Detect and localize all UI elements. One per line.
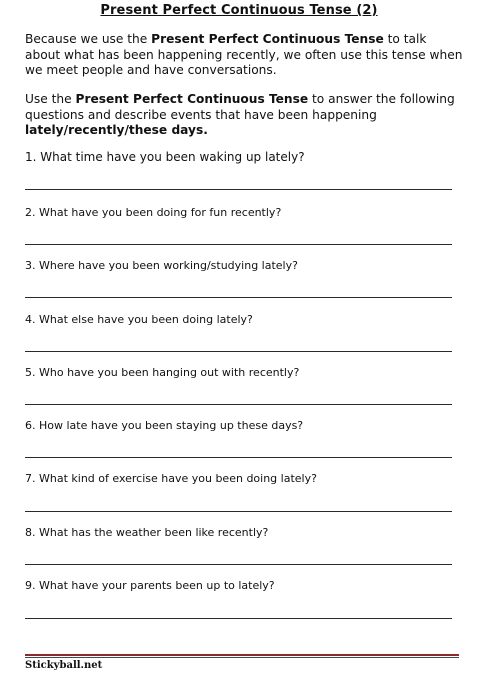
answer-line-6[interactable]: [25, 457, 452, 458]
answer-line-2[interactable]: [25, 244, 452, 245]
question-1: 1. What time have you been waking up lately?: [25, 150, 305, 164]
answer-line-9[interactable]: [25, 618, 452, 619]
footer-rule: [25, 654, 459, 656]
question-4: 4. What else have you been doing lately?: [25, 313, 253, 326]
intro-text-end: to talk about what has been happening recently, we often use this tense when we meet people and have conversations.: [25, 32, 463, 77]
question-6: 6. How late have you been staying up these days?: [25, 419, 304, 432]
question-3: 3. Where have you been working/studying lately?: [25, 259, 298, 272]
question-2: 2. What have you been doing for fun recently?: [25, 206, 282, 219]
answer-line-3[interactable]: [25, 297, 452, 298]
question-9: 9. What have your parents been up to lately?: [25, 579, 275, 592]
answer-line-5[interactable]: [25, 404, 452, 405]
page-title: Present Perfect Continuous Tense (2): [100, 3, 378, 18]
footer-rule-thin: [25, 657, 459, 658]
question-8: 8. What has the weather been like recently?: [25, 526, 269, 539]
instructions-paragraph: [25, 92, 465, 139]
footer-brand: Stickyball.net: [25, 660, 103, 671]
instructions-time-words: lately/recently/these days.: [25, 123, 208, 137]
answer-line-7[interactable]: [25, 511, 452, 512]
answer-line-8[interactable]: [25, 564, 452, 565]
instructions-tense-name: Present Perfect Continuous Tense: [75, 92, 309, 106]
answer-line-1[interactable]: [25, 189, 452, 190]
intro-tense-name: Present Perfect Continuous Tense: [151, 32, 384, 46]
intro-paragraph: [25, 32, 465, 79]
intro-text-start: Because we use the: [25, 32, 152, 46]
answer-line-4[interactable]: [25, 351, 452, 352]
question-5: 5. Who have you been hanging out with recently?: [25, 366, 300, 379]
instructions-text-start: Use the: [25, 92, 76, 106]
instructions-text-middle: to answer the following questions and describe events that have been happening: [25, 92, 455, 122]
question-7: 7. What kind of exercise have you been doing lately?: [25, 472, 317, 485]
